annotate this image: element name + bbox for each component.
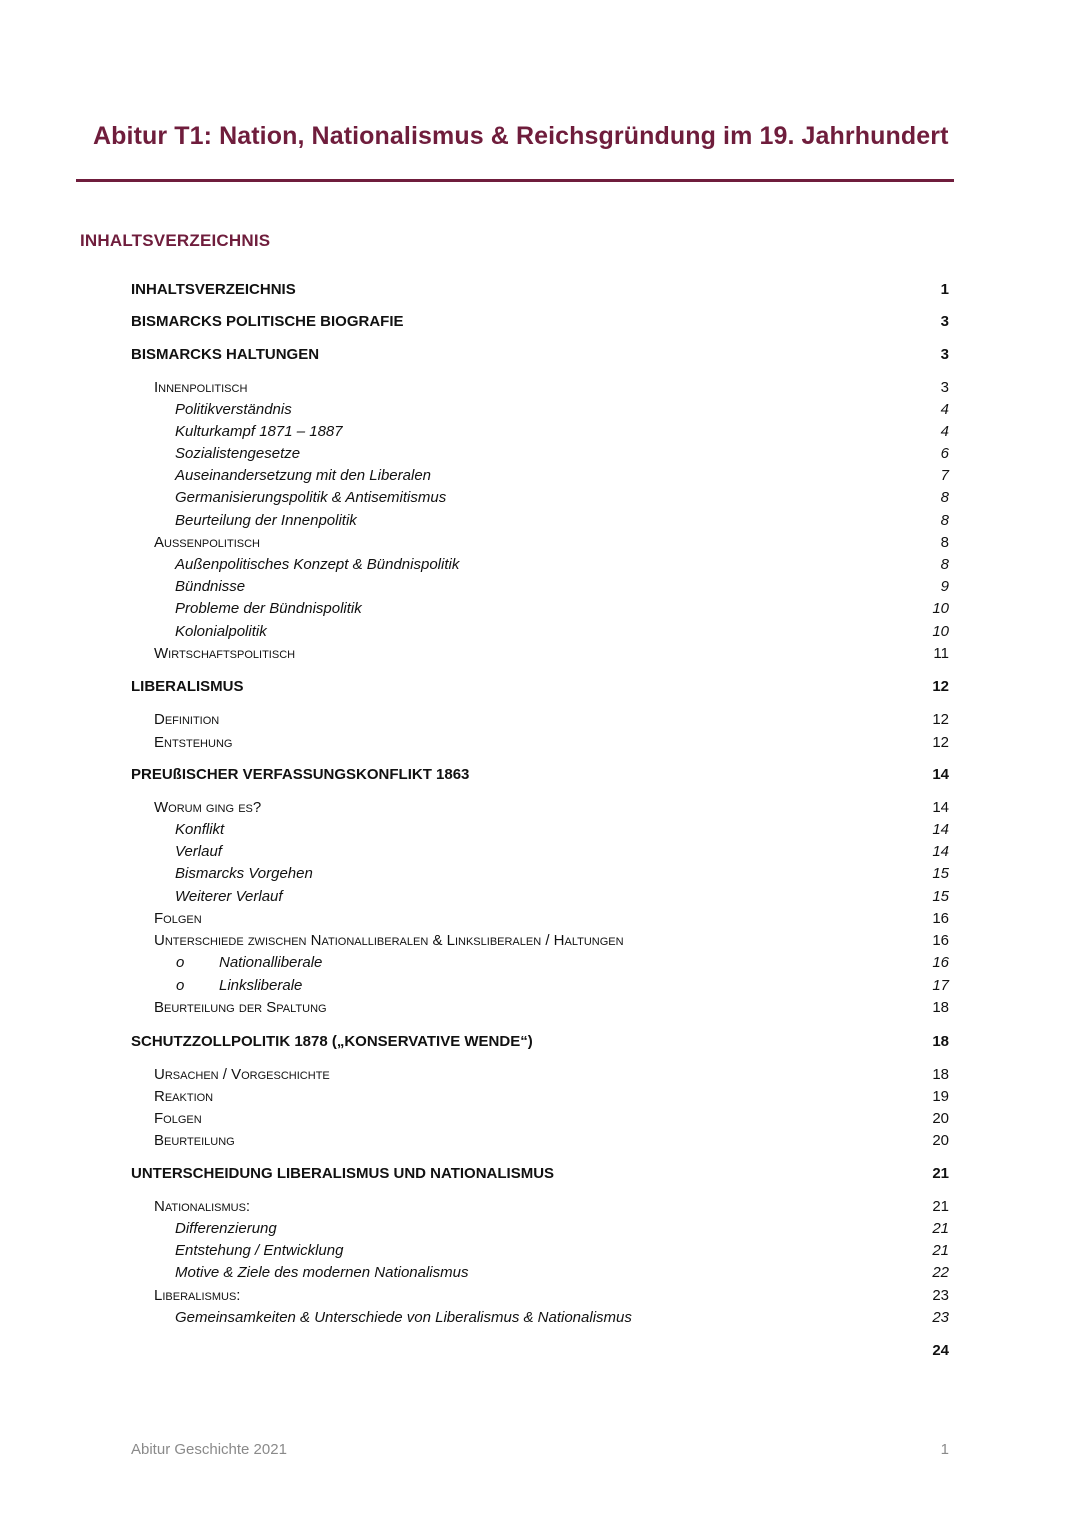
toc-entry-label: Liberalismus:	[154, 1287, 241, 1304]
toc-entry[interactable]	[0, 643, 1080, 665]
toc-entry[interactable]	[0, 1218, 1080, 1240]
toc-entry[interactable]	[0, 908, 1080, 930]
toc-entry-page-number: 16	[932, 932, 949, 949]
toc-entry-page-number: 23	[932, 1287, 949, 1304]
toc-entry-label: Probleme der Bündnispolitik	[175, 600, 362, 617]
toc-entry[interactable]	[0, 1031, 1080, 1053]
toc-entry-label: Definition	[154, 711, 220, 728]
toc-entry-page-number: 18	[932, 999, 949, 1016]
toc-entry-page-number: 6	[940, 445, 949, 462]
toc-entry[interactable]	[0, 1196, 1080, 1218]
toc-entry-label: Nationalismus:	[154, 1198, 251, 1215]
toc-entry-page-number: 12	[932, 734, 949, 751]
toc-entry[interactable]	[0, 952, 1080, 974]
toc-entry-page-number: 10	[932, 600, 949, 617]
toc-entry-page-number: 14	[932, 766, 949, 783]
toc-entry[interactable]	[0, 1108, 1080, 1130]
toc-entry-page-number: 9	[940, 578, 949, 595]
toc-entry[interactable]	[0, 421, 1080, 443]
toc-entry-page-number: 16	[932, 954, 949, 971]
toc-entry-label: Bismarcks Vorgehen	[175, 865, 313, 882]
toc-entry-page-number: 7	[940, 467, 949, 484]
toc-entry-label: Entstehung	[154, 734, 233, 751]
toc-entry[interactable]	[0, 598, 1080, 620]
toc-entry-page-number: 12	[932, 711, 949, 728]
toc-entry-page-number: 18	[932, 1066, 949, 1083]
toc-entry-label: Außenpolitisch	[154, 534, 260, 551]
toc-entry-label: Unterschiede zwischen Nationalliberalen & Linksliberalen / Haltungen	[154, 932, 624, 949]
toc-entry-bullet: o	[176, 954, 185, 971]
toc-entry-page-number: 21	[932, 1165, 949, 1182]
toc-entry-page-number: 24	[932, 1342, 949, 1359]
toc-entry-page-number: 16	[932, 910, 949, 927]
toc-entry-page-number: 14	[932, 843, 949, 860]
toc-entry-label: Beurteilung der Innenpolitik	[175, 512, 357, 529]
toc-entry-page-number: 15	[932, 888, 949, 905]
toc-entry-page-number: 18	[932, 1033, 949, 1050]
toc-entry[interactable]	[0, 863, 1080, 885]
toc-entry[interactable]	[0, 1340, 1080, 1362]
toc-entry-page-number: 15	[932, 865, 949, 882]
toc-entry-page-number: 23	[932, 1309, 949, 1326]
toc-entry-page-number: 3	[940, 313, 949, 330]
toc-entry-label: BISMARCKS HALTUNGEN	[131, 346, 320, 363]
toc-entry-page-number: 19	[932, 1088, 949, 1105]
footer-text: Abitur Geschichte 2021	[131, 1441, 287, 1458]
toc-entry-label: Beurteilung der Spaltung	[154, 999, 327, 1016]
toc-entry-label: Auseinandersetzung mit den Liberalen	[175, 467, 432, 484]
toc-entry-label: Konflikt	[175, 821, 225, 838]
toc-entry[interactable]	[0, 487, 1080, 509]
toc-entry-page-number: 20	[932, 1110, 949, 1127]
toc-entry-label: Politikverständnis	[175, 401, 292, 418]
toc-entry-page-number: 8	[940, 512, 949, 529]
toc-entry-label: Sozialistengesetze	[175, 445, 301, 462]
toc-entry-label: Ursachen / Vorgeschichte	[154, 1066, 330, 1083]
toc-entry-page-number: 14	[932, 821, 949, 838]
toc-entry-page-number: 14	[932, 799, 949, 816]
toc-entry-page-number: 3	[940, 346, 949, 363]
toc-entry-page-number: 21	[932, 1220, 949, 1237]
toc-entry-page-number: 8	[940, 489, 949, 506]
toc-entry[interactable]	[0, 621, 1080, 643]
toc-entry[interactable]	[0, 399, 1080, 421]
toc-entry-label: Beurteilung	[154, 1132, 235, 1149]
toc-entry-label: Innenpolitisch	[154, 379, 248, 396]
toc-entry[interactable]	[0, 279, 1080, 301]
toc-entry-page-number: 12	[932, 678, 949, 695]
toc-entry[interactable]	[0, 576, 1080, 598]
toc-entry[interactable]	[0, 1086, 1080, 1108]
toc-entry-page-number: 20	[932, 1132, 949, 1149]
toc-entry-label: UNTERSCHEIDUNG LIBERALISMUS UND NATIONALISMUS	[131, 1165, 555, 1182]
toc-entry-label: Außenpolitisches Konzept & Bündnispolitik	[175, 556, 460, 573]
toc-entry[interactable]	[0, 764, 1080, 786]
toc-entry[interactable]	[0, 841, 1080, 863]
toc-entry-page-number: 3	[940, 379, 949, 396]
toc-entry-label: LIBERALISMUS	[131, 678, 244, 695]
toc-entry-label: Reaktion	[154, 1088, 214, 1105]
toc-entry-label: Germanisierungspolitik & Antisemitismus	[175, 489, 447, 506]
toc-entry-label: Weiterer Verlauf	[175, 888, 283, 905]
toc-entry-page-number: 11	[933, 645, 949, 662]
toc-entry[interactable]	[0, 554, 1080, 576]
toc-entry[interactable]	[0, 377, 1080, 399]
toc-entry[interactable]	[0, 797, 1080, 819]
toc-entry[interactable]	[0, 344, 1080, 366]
document-title: Abitur T1: Nation, Nationalismus & Reichsgründung im 19. Jahrhundert	[93, 122, 949, 150]
toc-entry-label: Kulturkampf 1871 – 1887	[175, 423, 343, 440]
toc-entry-label: Bündnisse	[175, 578, 246, 595]
toc-entry-label: Differenzierung	[175, 1220, 277, 1237]
footer-page-number: 1	[940, 1441, 949, 1458]
toc-entry[interactable]	[0, 732, 1080, 754]
toc-entry-label: Gemeinsamkeiten & Unterschiede von Liberalismus & Nationalismus	[175, 1309, 632, 1326]
toc-entry-label: Wirtschaftspolitisch	[154, 645, 296, 662]
toc-entry-page-number: 8	[940, 556, 949, 573]
toc-entry[interactable]	[0, 1262, 1080, 1284]
toc-entry-page-number: 1	[940, 281, 949, 298]
toc-entry-page-number: 21	[932, 1198, 949, 1215]
toc-entry[interactable]	[0, 510, 1080, 532]
toc-entry[interactable]	[0, 819, 1080, 841]
toc-entry-label: Kolonialpolitik	[175, 623, 267, 640]
toc-entry-label: SCHUTZZOLLPOLITIK 1878 („KONSERVATIVE WENDE“)	[131, 1033, 533, 1050]
toc-entry[interactable]	[0, 997, 1080, 1019]
toc-entry[interactable]	[0, 676, 1080, 698]
toc-entry-page-number: 17	[932, 977, 949, 994]
toc-entry-page-number: 8	[940, 534, 949, 551]
toc-entry[interactable]	[0, 465, 1080, 487]
toc-entry[interactable]	[0, 930, 1080, 952]
toc-entry-label: Folgen	[154, 1110, 202, 1127]
toc-entry-label: Linksliberale	[219, 977, 303, 994]
toc-entry[interactable]	[0, 443, 1080, 465]
toc-entry-label: Entstehung / Entwicklung	[175, 1242, 344, 1259]
toc-heading: INHALTSVERZEICHNIS	[80, 231, 271, 250]
toc-entry[interactable]	[0, 709, 1080, 731]
toc-entry[interactable]	[0, 1240, 1080, 1262]
toc-entry[interactable]	[0, 1285, 1080, 1307]
toc-entry[interactable]	[0, 886, 1080, 908]
toc-entry-page-number: 4	[940, 401, 949, 418]
toc-entry[interactable]	[0, 975, 1080, 997]
toc-entry[interactable]	[0, 1163, 1080, 1185]
toc-entry-label: Worum ging es?	[154, 799, 262, 816]
toc-entry-page-number: 10	[932, 623, 949, 640]
toc-entry-label: Motive & Ziele des modernen Nationalismus	[175, 1264, 469, 1281]
toc-entry-page-number: 4	[940, 423, 949, 440]
toc-entry-label: Folgen	[154, 910, 202, 927]
toc-entry-label: Verlauf	[175, 843, 222, 860]
toc-entry[interactable]	[0, 1307, 1080, 1329]
toc-entry[interactable]	[0, 532, 1080, 554]
toc-entry-label: BISMARCKS POLITISCHE BIOGRAFIE	[131, 313, 404, 330]
toc-entry-label: PREUßISCHER VERFASSUNGSKONFLIKT 1863	[131, 766, 470, 783]
toc-entry[interactable]	[0, 1130, 1080, 1152]
toc-entry[interactable]	[0, 311, 1080, 333]
toc-entry-page-number: 22	[932, 1264, 949, 1281]
toc-entry-bullet: o	[176, 977, 185, 994]
toc-entry-label: INHALTSVERZEICHNIS	[131, 281, 296, 298]
toc-entry-page-number: 21	[932, 1242, 949, 1259]
toc-entry-label: Nationalliberale	[219, 954, 323, 971]
toc-entry[interactable]	[0, 1064, 1080, 1086]
